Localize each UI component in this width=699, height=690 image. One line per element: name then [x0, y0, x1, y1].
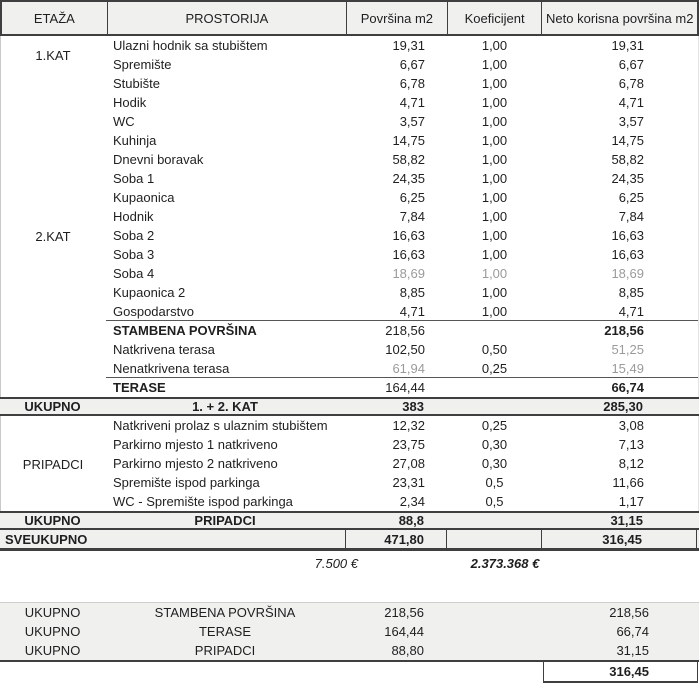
cell-neto: 4,71: [542, 302, 698, 321]
cell-coef: 1,00: [481, 114, 508, 129]
cell-area: 88,8: [398, 513, 424, 528]
table-row: [1, 188, 698, 207]
cell-area: 61,94: [346, 359, 447, 378]
cell-room: Kuhinja: [113, 133, 157, 148]
cell-room: STAMBENA POVRŠINA: [113, 323, 257, 338]
cell-etaza: [1, 321, 106, 340]
cell-etaza: UKUPNO: [24, 643, 81, 658]
table-row: [1, 93, 698, 112]
cell-coef: [446, 641, 541, 660]
cell-neto: 18,69: [611, 266, 644, 281]
cell-neto: 316,45: [541, 530, 697, 548]
cell-coef: 1,00: [481, 190, 508, 205]
cell-room: Nenatkrivena terasa: [106, 359, 346, 378]
column-header-neto: Neto korisna površina m2: [541, 2, 697, 34]
table-row: [1, 492, 698, 511]
cell-area: 218,56: [384, 605, 424, 620]
cell-room: PRIPADCI: [194, 643, 256, 658]
cell-coef: 1,00: [481, 57, 508, 72]
cell-neto: 16,63: [611, 228, 644, 243]
cell-room: Soba 4: [113, 266, 155, 281]
cell-etaza: [1, 207, 106, 226]
cell-room: PRIPADCI: [194, 513, 256, 528]
cell-neto: 66,74: [616, 624, 649, 639]
table-row: [1, 302, 698, 321]
pricing-row: [0, 551, 699, 576]
cell-coef: 1,00: [481, 285, 508, 300]
cell-area: 102,50: [385, 342, 425, 357]
cell-coef: 1,00: [447, 302, 542, 321]
cell-room: Spremište: [113, 57, 172, 72]
cell-room: TERASE: [113, 380, 166, 395]
cell-etaza: [1, 378, 106, 397]
cell-etaza: UKUPNO: [24, 513, 81, 528]
cell-neto: 6,78: [618, 76, 644, 91]
cell-coef: [447, 378, 542, 397]
cell-neto: 31,15: [616, 643, 649, 658]
cell-neto: 3,57: [618, 114, 644, 129]
cell-area: 18,69: [392, 266, 425, 281]
cell-coef: 1,00: [481, 152, 508, 167]
table-row: [1, 340, 698, 359]
cell-room: Soba 2: [113, 228, 155, 243]
cell-area: 88,80: [391, 643, 424, 658]
floor-label-2kat: 2.KAT: [35, 229, 71, 244]
cell-etaza: [1, 188, 106, 207]
cell-etaza: [1, 435, 106, 454]
cell-neto: 24,35: [611, 171, 644, 186]
grand-total-row: [0, 662, 699, 683]
table-row: [1, 283, 698, 302]
cell-etaza: [1, 264, 106, 283]
cell-room: Hodik: [113, 95, 147, 110]
cell-room: TERASE: [198, 624, 251, 639]
cell-room: Kupaonica 2: [113, 285, 186, 300]
floor-label-1kat: 1.KAT: [35, 48, 71, 63]
cell-neto: 218,56: [609, 605, 649, 620]
table-row: [1, 321, 698, 340]
cell-etaza: [1, 150, 106, 169]
total-price-value: 2.373.368 €: [470, 556, 540, 571]
cell-neto: 8,12: [618, 456, 644, 471]
cell-coef: 1,00: [481, 247, 508, 262]
cell-area: 16,63: [392, 228, 425, 243]
cell-room: Soba 3: [113, 247, 155, 262]
cell-coef: 1,00: [481, 228, 508, 243]
grand-total-value: 316,45: [543, 662, 698, 683]
cell-area: 23,75: [392, 437, 425, 452]
cell-coef: 0,5: [485, 475, 504, 490]
table-row: [0, 530, 699, 551]
cell-coef: 1,00: [481, 76, 508, 91]
cell-area: 7,84: [399, 209, 425, 224]
cell-neto: 19,31: [611, 38, 644, 53]
table-row: [1, 454, 698, 473]
cell-etaza: [1, 473, 106, 492]
cell-room: Natkrivena terasa: [113, 342, 215, 357]
table-row: [1, 245, 698, 264]
cell-area: 164,44: [384, 624, 424, 639]
column-header-etaza: ETAŽA: [33, 10, 75, 26]
cell-area: 218,56: [385, 323, 425, 338]
cell-area: 58,82: [392, 152, 425, 167]
cell-coef: [446, 603, 541, 622]
table-row: [0, 511, 699, 530]
cell-room: Hodnik: [113, 209, 154, 224]
summary-table: [0, 602, 699, 660]
cell-etaza: [1, 340, 106, 359]
cell-coef: 1,00: [481, 38, 508, 53]
cell-etaza: SVEUKUPNO: [5, 531, 88, 547]
table-row: [1, 131, 698, 150]
cell-coef: 1,00: [481, 209, 508, 224]
cell-coef: 0,30: [481, 456, 508, 471]
table-row: [1, 169, 698, 188]
cell-neto: 58,82: [611, 152, 644, 167]
table-row: [1, 264, 698, 283]
column-header-prostorija: PROSTORIJA: [107, 2, 346, 34]
cell-coef: 0,30: [481, 437, 508, 452]
cell-coef: [446, 622, 541, 641]
floor-label-pripadci: PRIPADCI: [22, 457, 84, 472]
cell-coef: 1,00: [481, 95, 508, 110]
cell-etaza: [1, 283, 106, 302]
cell-etaza: [1, 245, 106, 264]
cell-neto: 4,71: [618, 95, 644, 110]
cell-neto: 15,49: [542, 359, 698, 378]
cell-neto: 11,66: [612, 475, 644, 490]
cell-etaza: UKUPNO: [24, 605, 81, 620]
cell-neto: 66,74: [611, 380, 644, 395]
cell-coef: 0,25: [481, 418, 508, 433]
cell-neto: 1,17: [618, 494, 644, 509]
table-row: [0, 641, 699, 660]
cell-room: Stubište: [113, 76, 160, 91]
table-row: [0, 622, 699, 641]
cell-neto: 285,30: [603, 399, 643, 414]
cell-neto: 7,84: [618, 209, 644, 224]
table-row: [1, 359, 698, 378]
cell-room: Dnevni boravak: [113, 152, 204, 167]
cell-area: 2,34: [399, 494, 425, 509]
cell-area: 24,35: [392, 171, 425, 186]
cell-coef: 1,00: [481, 171, 508, 186]
cell-coef: 0,50: [481, 342, 508, 357]
cell-area: 6,78: [399, 76, 425, 91]
cell-area: 4,71: [346, 302, 447, 321]
cell-room: Spremište ispod parkinga: [113, 475, 260, 490]
cell-room: WC - Spremište ispod parkinga: [113, 494, 293, 509]
cell-coef: [447, 321, 542, 340]
table-row: [1, 74, 698, 93]
cell-room: Natkriveni prolaz s ulaznim stubištem: [113, 418, 328, 433]
cell-room: 1. + 2. KAT: [192, 399, 258, 414]
cell-area: 471,80: [345, 530, 446, 548]
cell-neto: 7,13: [618, 437, 644, 452]
table-row: [1, 435, 698, 454]
cell-area: 23,31: [392, 475, 425, 490]
column-header-koeficijent: Koeficijent: [447, 2, 542, 34]
cell-coef: [446, 399, 541, 414]
cell-room: Parkirno mjesto 1 natkriveno: [113, 437, 278, 452]
cell-area: 4,71: [399, 95, 425, 110]
cell-neto: 3,08: [618, 418, 644, 433]
cell-etaza: [1, 359, 106, 378]
cell-area: 164,44: [385, 380, 425, 395]
cell-etaza: [1, 131, 106, 150]
cell-area: 16,63: [392, 247, 425, 262]
cell-room: Parkirno mjesto 2 natkriveno: [113, 456, 278, 471]
table-row: [1, 416, 698, 435]
cell-neto: 218,56: [604, 323, 644, 338]
cell-area: 6,25: [399, 190, 425, 205]
header-row: [0, 0, 699, 36]
cell-etaza: [1, 169, 106, 188]
cell-room: STAMBENA POVRŠINA: [154, 605, 296, 620]
table-row: [1, 112, 698, 131]
table-row: [0, 603, 699, 622]
cell-coef: [446, 530, 541, 548]
table-row: [1, 378, 698, 397]
cell-area: 383: [402, 399, 424, 414]
table-row: [1, 36, 698, 55]
cell-room: Ulazni hodnik sa stubištem: [113, 38, 268, 53]
cell-etaza: [1, 416, 106, 435]
cell-etaza: [1, 302, 106, 321]
cell-etaza: UKUPNO: [24, 624, 81, 639]
cell-area: 8,85: [399, 285, 425, 300]
table-row: [1, 207, 698, 226]
cell-etaza: [1, 112, 106, 131]
cell-room: Kupaonica: [113, 190, 175, 205]
cell-neto: 8,85: [618, 285, 644, 300]
price-per-m2-value: 7.500 €: [314, 556, 358, 571]
cell-etaza: [1, 492, 106, 511]
table-row: [1, 473, 698, 492]
cell-neto: 51,25: [611, 342, 644, 357]
cell-etaza: [1, 93, 106, 112]
cell-area: 6,67: [399, 57, 425, 72]
cell-neto: 6,67: [618, 57, 644, 72]
cell-area: 19,31: [392, 38, 425, 53]
table-row: [1, 55, 698, 74]
cell-neto: 16,63: [611, 247, 644, 262]
table-row: [0, 397, 699, 416]
cell-neto: 6,25: [618, 190, 644, 205]
cell-area: 27,08: [392, 456, 425, 471]
table-row: [1, 150, 698, 169]
cell-coef: [446, 513, 541, 528]
cell-coef: 0,25: [447, 359, 542, 378]
cell-area: 3,57: [399, 114, 425, 129]
cell-area: 14,75: [392, 133, 425, 148]
cell-room: Soba 1: [113, 171, 155, 186]
cell-room: WC: [113, 114, 135, 129]
cell-coef: 1,00: [481, 133, 508, 148]
cell-neto: 31,15: [610, 513, 643, 528]
column-header-povrsina: Površina m2: [346, 2, 447, 34]
cell-room: Gospodarstvo: [106, 302, 346, 321]
cell-coef: 1,00: [481, 266, 508, 281]
table-row: [1, 226, 698, 245]
cell-coef: 0,5: [485, 494, 504, 509]
cell-area: 12,32: [392, 418, 425, 433]
cell-neto: 14,75: [611, 133, 644, 148]
cell-etaza: UKUPNO: [24, 399, 81, 414]
cell-etaza: [1, 74, 106, 93]
